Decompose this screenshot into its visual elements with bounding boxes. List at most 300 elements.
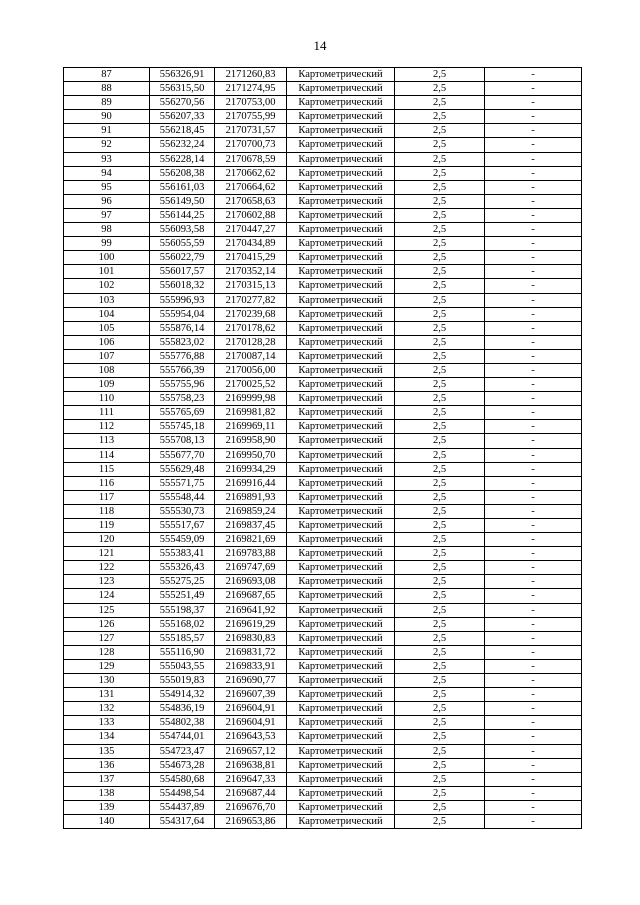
point-number-cell: 101 bbox=[64, 265, 150, 279]
point-number-cell: 118 bbox=[64, 504, 150, 518]
description-cell: - bbox=[485, 321, 582, 335]
x-coordinate-cell: 554744,01 bbox=[150, 730, 215, 744]
point-number-cell: 139 bbox=[64, 800, 150, 814]
accuracy-cell: 2,5 bbox=[395, 265, 485, 279]
point-number-cell: 112 bbox=[64, 420, 150, 434]
table-row bbox=[64, 575, 582, 589]
accuracy-cell: 2,5 bbox=[395, 645, 485, 659]
method-cell: Картометрический bbox=[287, 744, 395, 758]
point-number-cell: 97 bbox=[64, 208, 150, 222]
accuracy-cell: 2,5 bbox=[395, 307, 485, 321]
accuracy-cell: 2,5 bbox=[395, 96, 485, 110]
x-coordinate-cell: 555530,73 bbox=[150, 504, 215, 518]
accuracy-cell: 2,5 bbox=[395, 814, 485, 828]
coordinates-table-body bbox=[64, 68, 582, 829]
description-cell: - bbox=[485, 561, 582, 575]
y-coordinate-cell: 2169969,11 bbox=[215, 420, 287, 434]
table-row bbox=[64, 349, 582, 363]
accuracy-cell: 2,5 bbox=[395, 180, 485, 194]
table-row bbox=[64, 744, 582, 758]
table-row bbox=[64, 237, 582, 251]
x-coordinate-cell: 555251,49 bbox=[150, 589, 215, 603]
table-row bbox=[64, 152, 582, 166]
accuracy-cell: 2,5 bbox=[395, 448, 485, 462]
description-cell: - bbox=[485, 68, 582, 82]
point-number-cell: 117 bbox=[64, 490, 150, 504]
description-cell: - bbox=[485, 744, 582, 758]
point-number-cell: 140 bbox=[64, 814, 150, 828]
point-number-cell: 110 bbox=[64, 392, 150, 406]
y-coordinate-cell: 2170755,99 bbox=[215, 110, 287, 124]
method-cell: Картометрический bbox=[287, 519, 395, 533]
point-number-cell: 107 bbox=[64, 349, 150, 363]
description-cell: - bbox=[485, 124, 582, 138]
x-coordinate-cell: 556149,50 bbox=[150, 194, 215, 208]
point-number-cell: 90 bbox=[64, 110, 150, 124]
method-cell: Картометрический bbox=[287, 237, 395, 251]
x-coordinate-cell: 556161,03 bbox=[150, 180, 215, 194]
y-coordinate-cell: 2170602,88 bbox=[215, 208, 287, 222]
description-cell: - bbox=[485, 110, 582, 124]
y-coordinate-cell: 2169687,44 bbox=[215, 786, 287, 800]
x-coordinate-cell: 556207,33 bbox=[150, 110, 215, 124]
y-coordinate-cell: 2170128,28 bbox=[215, 335, 287, 349]
y-coordinate-cell: 2169690,77 bbox=[215, 674, 287, 688]
x-coordinate-cell: 556208,38 bbox=[150, 166, 215, 180]
description-cell: - bbox=[485, 223, 582, 237]
point-number-cell: 121 bbox=[64, 547, 150, 561]
accuracy-cell: 2,5 bbox=[395, 237, 485, 251]
y-coordinate-cell: 2170700,73 bbox=[215, 138, 287, 152]
description-cell: - bbox=[485, 547, 582, 561]
x-coordinate-cell: 555766,39 bbox=[150, 363, 215, 377]
x-coordinate-cell: 554498,54 bbox=[150, 786, 215, 800]
description-cell: - bbox=[485, 96, 582, 110]
y-coordinate-cell: 2169934,29 bbox=[215, 462, 287, 476]
method-cell: Картометрический bbox=[287, 335, 395, 349]
table-row bbox=[64, 814, 582, 828]
table-row bbox=[64, 68, 582, 82]
method-cell: Картометрический bbox=[287, 265, 395, 279]
table-row bbox=[64, 82, 582, 96]
method-cell: Картометрический bbox=[287, 786, 395, 800]
point-number-cell: 127 bbox=[64, 631, 150, 645]
description-cell: - bbox=[485, 631, 582, 645]
x-coordinate-cell: 556315,50 bbox=[150, 82, 215, 96]
table-row bbox=[64, 476, 582, 490]
x-coordinate-cell: 555954,04 bbox=[150, 307, 215, 321]
accuracy-cell: 2,5 bbox=[395, 68, 485, 82]
y-coordinate-cell: 2170662,62 bbox=[215, 166, 287, 180]
method-cell: Картометрический bbox=[287, 476, 395, 490]
point-number-cell: 115 bbox=[64, 462, 150, 476]
description-cell: - bbox=[485, 251, 582, 265]
point-number-cell: 111 bbox=[64, 406, 150, 420]
y-coordinate-cell: 2170056,00 bbox=[215, 363, 287, 377]
method-cell: Картометрический bbox=[287, 674, 395, 688]
y-coordinate-cell: 2169981,82 bbox=[215, 406, 287, 420]
y-coordinate-cell: 2169687,65 bbox=[215, 589, 287, 603]
x-coordinate-cell: 556218,45 bbox=[150, 124, 215, 138]
x-coordinate-cell: 556017,57 bbox=[150, 265, 215, 279]
y-coordinate-cell: 2170731,57 bbox=[215, 124, 287, 138]
point-number-cell: 128 bbox=[64, 645, 150, 659]
point-number-cell: 87 bbox=[64, 68, 150, 82]
table-row bbox=[64, 251, 582, 265]
y-coordinate-cell: 2169783,88 bbox=[215, 547, 287, 561]
accuracy-cell: 2,5 bbox=[395, 744, 485, 758]
accuracy-cell: 2,5 bbox=[395, 378, 485, 392]
y-coordinate-cell: 2169638,81 bbox=[215, 758, 287, 772]
point-number-cell: 134 bbox=[64, 730, 150, 744]
point-number-cell: 100 bbox=[64, 251, 150, 265]
y-coordinate-cell: 2169821,69 bbox=[215, 533, 287, 547]
method-cell: Картометрический bbox=[287, 730, 395, 744]
accuracy-cell: 2,5 bbox=[395, 490, 485, 504]
description-cell: - bbox=[485, 645, 582, 659]
y-coordinate-cell: 2169676,70 bbox=[215, 800, 287, 814]
description-cell: - bbox=[485, 800, 582, 814]
accuracy-cell: 2,5 bbox=[395, 786, 485, 800]
point-number-cell: 133 bbox=[64, 716, 150, 730]
description-cell: - bbox=[485, 575, 582, 589]
y-coordinate-cell: 2169657,12 bbox=[215, 744, 287, 758]
x-coordinate-cell: 554723,47 bbox=[150, 744, 215, 758]
point-number-cell: 98 bbox=[64, 223, 150, 237]
method-cell: Картометрический bbox=[287, 392, 395, 406]
y-coordinate-cell: 2170415,29 bbox=[215, 251, 287, 265]
description-cell: - bbox=[485, 152, 582, 166]
description-cell: - bbox=[485, 237, 582, 251]
accuracy-cell: 2,5 bbox=[395, 279, 485, 293]
description-cell: - bbox=[485, 406, 582, 420]
method-cell: Картометрический bbox=[287, 349, 395, 363]
description-cell: - bbox=[485, 772, 582, 786]
table-row bbox=[64, 194, 582, 208]
description-cell: - bbox=[485, 519, 582, 533]
point-number-cell: 89 bbox=[64, 96, 150, 110]
accuracy-cell: 2,5 bbox=[395, 659, 485, 673]
table-row bbox=[64, 645, 582, 659]
point-number-cell: 130 bbox=[64, 674, 150, 688]
method-cell: Картометрический bbox=[287, 772, 395, 786]
description-cell: - bbox=[485, 462, 582, 476]
accuracy-cell: 2,5 bbox=[395, 730, 485, 744]
point-number-cell: 93 bbox=[64, 152, 150, 166]
x-coordinate-cell: 555019,83 bbox=[150, 674, 215, 688]
table-row bbox=[64, 702, 582, 716]
accuracy-cell: 2,5 bbox=[395, 349, 485, 363]
x-coordinate-cell: 556144,25 bbox=[150, 208, 215, 222]
method-cell: Картометрический bbox=[287, 406, 395, 420]
table-row bbox=[64, 335, 582, 349]
y-coordinate-cell: 2169833,91 bbox=[215, 659, 287, 673]
description-cell: - bbox=[485, 349, 582, 363]
table-row bbox=[64, 406, 582, 420]
x-coordinate-cell: 555758,23 bbox=[150, 392, 215, 406]
description-cell: - bbox=[485, 265, 582, 279]
y-coordinate-cell: 2170664,62 bbox=[215, 180, 287, 194]
table-row bbox=[64, 378, 582, 392]
description-cell: - bbox=[485, 293, 582, 307]
description-cell: - bbox=[485, 504, 582, 518]
x-coordinate-cell: 555677,70 bbox=[150, 448, 215, 462]
description-cell: - bbox=[485, 420, 582, 434]
method-cell: Картометрический bbox=[287, 434, 395, 448]
table-row bbox=[64, 716, 582, 730]
y-coordinate-cell: 2169641,92 bbox=[215, 603, 287, 617]
table-row bbox=[64, 730, 582, 744]
table-row bbox=[64, 166, 582, 180]
x-coordinate-cell: 555996,93 bbox=[150, 293, 215, 307]
y-coordinate-cell: 2169604,91 bbox=[215, 716, 287, 730]
table-row bbox=[64, 138, 582, 152]
x-coordinate-cell: 554673,28 bbox=[150, 758, 215, 772]
y-coordinate-cell: 2170658,63 bbox=[215, 194, 287, 208]
method-cell: Картометрический bbox=[287, 152, 395, 166]
y-coordinate-cell: 2169916,44 bbox=[215, 476, 287, 490]
accuracy-cell: 2,5 bbox=[395, 519, 485, 533]
description-cell: - bbox=[485, 533, 582, 547]
point-number-cell: 109 bbox=[64, 378, 150, 392]
y-coordinate-cell: 2169619,29 bbox=[215, 617, 287, 631]
accuracy-cell: 2,5 bbox=[395, 462, 485, 476]
description-cell: - bbox=[485, 786, 582, 800]
method-cell: Картометрический bbox=[287, 208, 395, 222]
method-cell: Картометрический bbox=[287, 448, 395, 462]
x-coordinate-cell: 555823,02 bbox=[150, 335, 215, 349]
point-number-cell: 116 bbox=[64, 476, 150, 490]
point-number-cell: 138 bbox=[64, 786, 150, 800]
table-row bbox=[64, 800, 582, 814]
method-cell: Картометрический bbox=[287, 688, 395, 702]
y-coordinate-cell: 2170025,52 bbox=[215, 378, 287, 392]
y-coordinate-cell: 2169693,08 bbox=[215, 575, 287, 589]
x-coordinate-cell: 554317,64 bbox=[150, 814, 215, 828]
accuracy-cell: 2,5 bbox=[395, 335, 485, 349]
description-cell: - bbox=[485, 758, 582, 772]
table-row bbox=[64, 547, 582, 561]
description-cell: - bbox=[485, 82, 582, 96]
method-cell: Картометрический bbox=[287, 82, 395, 96]
accuracy-cell: 2,5 bbox=[395, 321, 485, 335]
x-coordinate-cell: 555517,67 bbox=[150, 519, 215, 533]
description-cell: - bbox=[485, 674, 582, 688]
method-cell: Картометрический bbox=[287, 631, 395, 645]
x-coordinate-cell: 555629,48 bbox=[150, 462, 215, 476]
y-coordinate-cell: 2169958,90 bbox=[215, 434, 287, 448]
description-cell: - bbox=[485, 448, 582, 462]
table-row bbox=[64, 321, 582, 335]
accuracy-cell: 2,5 bbox=[395, 223, 485, 237]
point-number-cell: 91 bbox=[64, 124, 150, 138]
coordinates-table bbox=[63, 67, 582, 829]
x-coordinate-cell: 555765,69 bbox=[150, 406, 215, 420]
table-row bbox=[64, 659, 582, 673]
accuracy-cell: 2,5 bbox=[395, 406, 485, 420]
point-number-cell: 114 bbox=[64, 448, 150, 462]
point-number-cell: 132 bbox=[64, 702, 150, 716]
method-cell: Картометрический bbox=[287, 420, 395, 434]
y-coordinate-cell: 2170753,00 bbox=[215, 96, 287, 110]
x-coordinate-cell: 554802,38 bbox=[150, 716, 215, 730]
table-row bbox=[64, 758, 582, 772]
method-cell: Картометрический bbox=[287, 124, 395, 138]
table-row bbox=[64, 674, 582, 688]
y-coordinate-cell: 2170315,13 bbox=[215, 279, 287, 293]
accuracy-cell: 2,5 bbox=[395, 420, 485, 434]
method-cell: Картометрический bbox=[287, 490, 395, 504]
y-coordinate-cell: 2170434,89 bbox=[215, 237, 287, 251]
method-cell: Картометрический bbox=[287, 166, 395, 180]
accuracy-cell: 2,5 bbox=[395, 166, 485, 180]
method-cell: Картометрический bbox=[287, 800, 395, 814]
table-row bbox=[64, 110, 582, 124]
description-cell: - bbox=[485, 279, 582, 293]
point-number-cell: 122 bbox=[64, 561, 150, 575]
point-number-cell: 124 bbox=[64, 589, 150, 603]
accuracy-cell: 2,5 bbox=[395, 603, 485, 617]
x-coordinate-cell: 554836,19 bbox=[150, 702, 215, 716]
table-row bbox=[64, 786, 582, 800]
accuracy-cell: 2,5 bbox=[395, 674, 485, 688]
page-number: 14 bbox=[313, 38, 327, 53]
table-row bbox=[64, 688, 582, 702]
point-number-cell: 103 bbox=[64, 293, 150, 307]
table-row bbox=[64, 519, 582, 533]
y-coordinate-cell: 2170277,82 bbox=[215, 293, 287, 307]
description-cell: - bbox=[485, 589, 582, 603]
y-coordinate-cell: 2171260,83 bbox=[215, 68, 287, 82]
point-number-cell: 106 bbox=[64, 335, 150, 349]
x-coordinate-cell: 554914,32 bbox=[150, 688, 215, 702]
method-cell: Картометрический bbox=[287, 321, 395, 335]
x-coordinate-cell: 555326,43 bbox=[150, 561, 215, 575]
method-cell: Картометрический bbox=[287, 194, 395, 208]
description-cell: - bbox=[485, 434, 582, 448]
x-coordinate-cell: 555708,13 bbox=[150, 434, 215, 448]
table-row bbox=[64, 223, 582, 237]
description-cell: - bbox=[485, 688, 582, 702]
point-number-cell: 99 bbox=[64, 237, 150, 251]
table-row bbox=[64, 124, 582, 138]
point-number-cell: 88 bbox=[64, 82, 150, 96]
y-coordinate-cell: 2169604,91 bbox=[215, 702, 287, 716]
description-cell: - bbox=[485, 194, 582, 208]
table-row bbox=[64, 434, 582, 448]
accuracy-cell: 2,5 bbox=[395, 758, 485, 772]
description-cell: - bbox=[485, 180, 582, 194]
method-cell: Картометрический bbox=[287, 138, 395, 152]
accuracy-cell: 2,5 bbox=[395, 533, 485, 547]
point-number-cell: 119 bbox=[64, 519, 150, 533]
description-cell: - bbox=[485, 716, 582, 730]
x-coordinate-cell: 555168,02 bbox=[150, 617, 215, 631]
table-row bbox=[64, 208, 582, 222]
x-coordinate-cell: 555745,18 bbox=[150, 420, 215, 434]
y-coordinate-cell: 2170352,14 bbox=[215, 265, 287, 279]
table-row bbox=[64, 561, 582, 575]
method-cell: Картометрический bbox=[287, 814, 395, 828]
description-cell: - bbox=[485, 307, 582, 321]
method-cell: Картометрический bbox=[287, 462, 395, 476]
table-row bbox=[64, 279, 582, 293]
accuracy-cell: 2,5 bbox=[395, 363, 485, 377]
y-coordinate-cell: 2170239,68 bbox=[215, 307, 287, 321]
table-row bbox=[64, 533, 582, 547]
x-coordinate-cell: 555198,37 bbox=[150, 603, 215, 617]
table-row bbox=[64, 772, 582, 786]
y-coordinate-cell: 2169837,45 bbox=[215, 519, 287, 533]
y-coordinate-cell: 2170678,59 bbox=[215, 152, 287, 166]
y-coordinate-cell: 2170178,62 bbox=[215, 321, 287, 335]
method-cell: Картометрический bbox=[287, 68, 395, 82]
x-coordinate-cell: 555755,96 bbox=[150, 378, 215, 392]
x-coordinate-cell: 555043,55 bbox=[150, 659, 215, 673]
accuracy-cell: 2,5 bbox=[395, 208, 485, 222]
description-cell: - bbox=[485, 138, 582, 152]
accuracy-cell: 2,5 bbox=[395, 82, 485, 96]
method-cell: Картометрический bbox=[287, 575, 395, 589]
table-row bbox=[64, 265, 582, 279]
y-coordinate-cell: 2170447,27 bbox=[215, 223, 287, 237]
point-number-cell: 95 bbox=[64, 180, 150, 194]
method-cell: Картометрический bbox=[287, 758, 395, 772]
method-cell: Картометрический bbox=[287, 716, 395, 730]
point-number-cell: 102 bbox=[64, 279, 150, 293]
table-row bbox=[64, 504, 582, 518]
point-number-cell: 131 bbox=[64, 688, 150, 702]
y-coordinate-cell: 2169747,69 bbox=[215, 561, 287, 575]
x-coordinate-cell: 556055,59 bbox=[150, 237, 215, 251]
table-row bbox=[64, 603, 582, 617]
description-cell: - bbox=[485, 490, 582, 504]
accuracy-cell: 2,5 bbox=[395, 702, 485, 716]
point-number-cell: 94 bbox=[64, 166, 150, 180]
method-cell: Картометрический bbox=[287, 251, 395, 265]
method-cell: Картометрический bbox=[287, 180, 395, 194]
point-number-cell: 123 bbox=[64, 575, 150, 589]
accuracy-cell: 2,5 bbox=[395, 547, 485, 561]
y-coordinate-cell: 2171274,95 bbox=[215, 82, 287, 96]
point-number-cell: 125 bbox=[64, 603, 150, 617]
table-row bbox=[64, 589, 582, 603]
x-coordinate-cell: 555876,14 bbox=[150, 321, 215, 335]
method-cell: Картометрический bbox=[287, 589, 395, 603]
point-number-cell: 105 bbox=[64, 321, 150, 335]
point-number-cell: 135 bbox=[64, 744, 150, 758]
method-cell: Картометрический bbox=[287, 533, 395, 547]
point-number-cell: 92 bbox=[64, 138, 150, 152]
x-coordinate-cell: 555459,09 bbox=[150, 533, 215, 547]
method-cell: Картометрический bbox=[287, 223, 395, 237]
y-coordinate-cell: 2169831,72 bbox=[215, 645, 287, 659]
point-number-cell: 126 bbox=[64, 617, 150, 631]
point-number-cell: 120 bbox=[64, 533, 150, 547]
description-cell: - bbox=[485, 617, 582, 631]
accuracy-cell: 2,5 bbox=[395, 631, 485, 645]
point-number-cell: 113 bbox=[64, 434, 150, 448]
table-row bbox=[64, 462, 582, 476]
x-coordinate-cell: 556228,14 bbox=[150, 152, 215, 166]
description-cell: - bbox=[485, 335, 582, 349]
y-coordinate-cell: 2169859,24 bbox=[215, 504, 287, 518]
point-number-cell: 137 bbox=[64, 772, 150, 786]
point-number-cell: 104 bbox=[64, 307, 150, 321]
description-cell: - bbox=[485, 363, 582, 377]
table-row bbox=[64, 617, 582, 631]
accuracy-cell: 2,5 bbox=[395, 800, 485, 814]
